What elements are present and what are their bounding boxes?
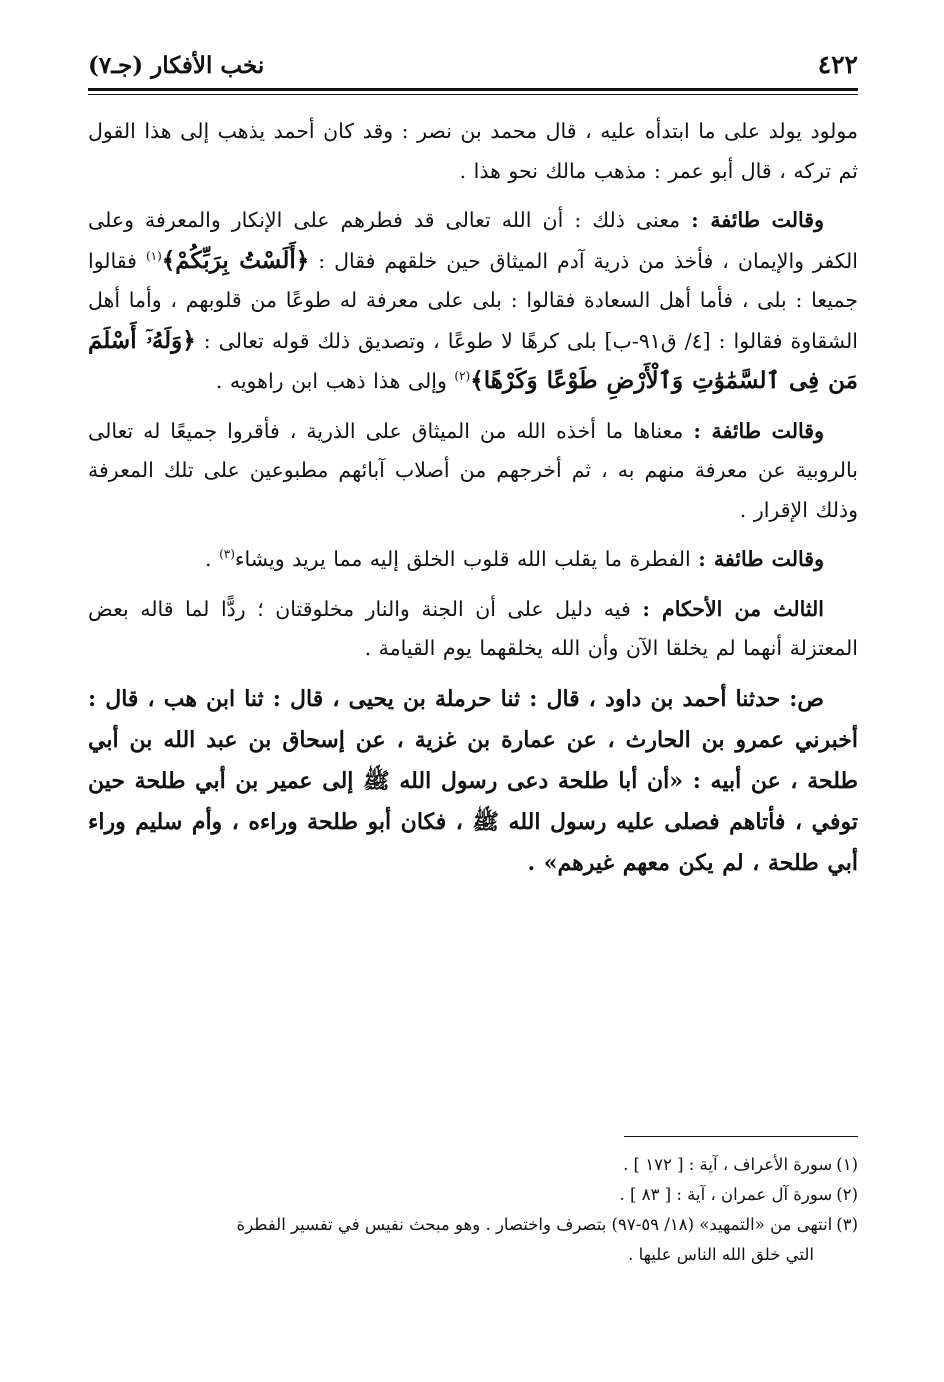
- footnote-ref[interactable]: (٣): [219, 547, 235, 562]
- paragraph-lead: الثالث من الأحكام :: [642, 596, 824, 621]
- paragraph-text: فقالوا جميعا : بلى ، فأما أهل السعادة فقالوا : بلى على معرفة له طوعًا من قلوبهم ، وأما أهل الشقاوة فقالوا : [٤/ ق٩١-ب] بلى كرهًا لا طوعًا ، وتصديق ذلك قوله تعالى :: [88, 248, 858, 353]
- footnote-number: (٣): [836, 1215, 858, 1234]
- footnote-ref[interactable]: (١): [145, 248, 162, 263]
- footnote-number: (١): [836, 1155, 858, 1174]
- hadith-text: حدثنا أحمد بن داود ، قال : ثنا حرملة بن يحيى ، قال : ثنا ابن هب ، قال : أخبرني عمرو بن الحارث ، عن عمارة بن غزية ، عن إسحاق بن عبد الله بن أبي طلحة ، عن أبيه : «أن أبا طلحة دعى رسول الله ﷺ إلى عمير بن أبي طلحة حين توفي ، فأتاهم فصلى عليه رسول الله ﷺ ، فكان أبو طلحة وراءه ، وأم سليم وراء أبي طلحة ، لم يكن معهم غيرهم» .: [88, 685, 858, 876]
- page-number: ٤٢٢: [817, 50, 858, 79]
- footnote-separator: [624, 1136, 858, 1137]
- paragraph-text: معناها ما أخذه الله من الميثاق على الذرية ، فأقروا جميعًا له تعالى بالروبية عن معرفة منهم به ، ثم أخرجهم من أصلاب آبائهم مطبوعين على تلك المعرفة وذلك الإقرار .: [88, 418, 858, 522]
- paragraph-5: [88, 590, 858, 669]
- paragraph-text: فيه دليل على أن الجنة والنار مخلوقتان ؛ ردًّا لما قاله بعض المعتزلة أنهما لم يخلقا الآن وأن الله يخلقهما يوم القيامة .: [88, 596, 858, 660]
- running-title: نخب الأفكار (جـ٧): [88, 52, 265, 79]
- paragraph-4: [88, 540, 858, 580]
- paragraph-text: الفطرة ما يقلب الله قلوب الخلق إليه مما يريد ويشاء: [234, 547, 699, 571]
- quran-verse: ﴿وَلَهُۥٓ أَسْلَمَ مَن فِى ٱلسَّمَٰوَٰتِ وَٱلْأَرْضِ طَوْعًا وَكَرْهًا﴾: [88, 326, 858, 394]
- header-rule-thin: [88, 94, 858, 95]
- quran-verse: ﴿أَلَسْتُ بِرَبِّكُمْ﴾: [161, 246, 310, 274]
- main-text: [88, 112, 858, 894]
- paragraph-text: .: [205, 547, 220, 571]
- paragraph-lead: ص:: [789, 685, 824, 712]
- paragraph-lead: وقالت طائفة :: [698, 547, 824, 571]
- paragraph-2: [88, 201, 858, 402]
- paragraph-3: [88, 412, 858, 531]
- paragraph-lead: وقالت طائفة :: [693, 418, 824, 443]
- paragraph-text: وإلى هذا ذهب ابن راهويه .: [215, 369, 455, 393]
- header-rule: [88, 88, 858, 91]
- page-header: [88, 0, 858, 94]
- footnote-text: انتهى من «التمهيد» (١٨/ ٥٩-٩٧) بتصرف واختصار . وهو مبحث نفيس في تفسير الفطرة: [236, 1215, 833, 1234]
- footnote-text: سورة الأعراف ، آية : [ ١٧٢ ] .: [623, 1155, 833, 1174]
- paragraph-1: [88, 112, 858, 191]
- footnote-number: (٢): [836, 1185, 858, 1204]
- footnote-ref[interactable]: (٢): [454, 369, 471, 384]
- footnote-2: [88, 1180, 858, 1210]
- footnote-1: [88, 1150, 858, 1180]
- footnote-3: [88, 1210, 858, 1270]
- footnote-text: سورة آل عمران ، آية : [ ٨٣ ] .: [619, 1185, 833, 1204]
- paragraph-text: مولود يولد على ما ابتدأه عليه ، قال محمد بن نصر : وقد كان أحمد يذهب إلى هذا القول ثم تركه ، قال أبو عمر : مذهب مالك نحو هذا .: [88, 119, 858, 183]
- book-page: [88, 0, 858, 1264]
- footnotes: [88, 1150, 858, 1270]
- paragraph-text: معنى ذلك : أن الله تعالى قد فطرهم على الإنكار والمعرفة وعلى الكفر والإيمان ، فأخذ من ذرية آدم الميثاق حين خلقهم فقال :: [88, 208, 858, 273]
- footnote-continuation: التي خلق الله الناس عليها .: [628, 1245, 814, 1264]
- paragraph-lead: وقالت طائفة :: [691, 208, 824, 232]
- hadith-paragraph: [88, 679, 858, 884]
